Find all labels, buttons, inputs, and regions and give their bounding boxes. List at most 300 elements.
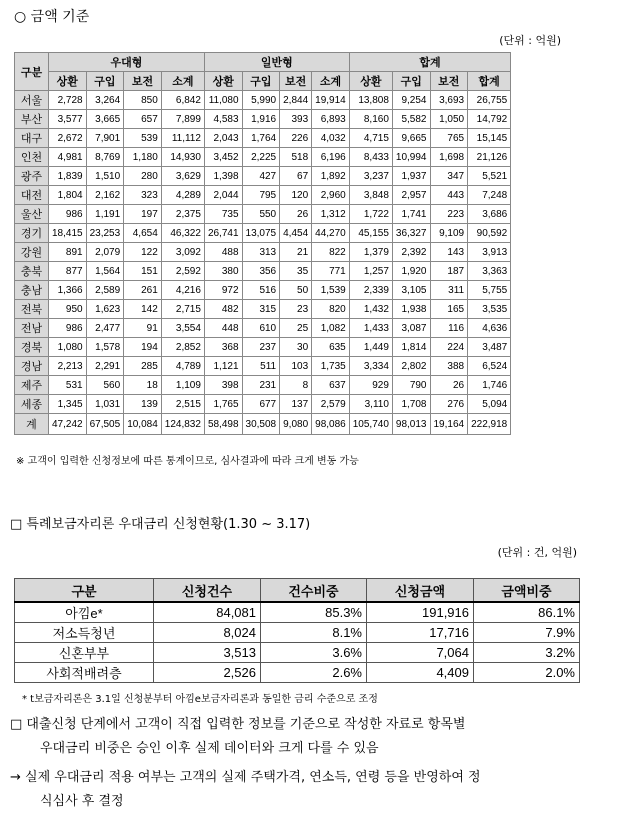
value-cell: 1,080: [49, 338, 87, 357]
value-cell: 2,844: [280, 91, 312, 110]
value-cell: 19,914: [312, 91, 350, 110]
value-cell: 550: [242, 205, 280, 224]
region-cell: 계: [15, 414, 49, 435]
col-header: 신청건수: [154, 579, 261, 603]
value-cell: 5,094: [468, 395, 511, 414]
region-cell: 인천: [15, 148, 49, 167]
value-cell: 2.0%: [474, 663, 580, 683]
value-cell: 2,526: [154, 663, 261, 683]
decision-paragraph: [10, 766, 635, 814]
decision-line: 식심사 후 결정: [40, 794, 124, 809]
region-cell: 대구: [15, 129, 49, 148]
value-cell: 1,366: [49, 281, 87, 300]
value-cell: 820: [312, 300, 350, 319]
table-row: [15, 300, 511, 319]
value-cell: 11,080: [204, 91, 242, 110]
subcol-header: 상환: [49, 72, 87, 91]
section2-note: * t보금자리론은 3.1일 신청분부터 아낌e보금자리론과 동일한 금리 수준으로 조정: [22, 694, 378, 705]
value-cell: 1,722: [349, 205, 392, 224]
value-cell: 822: [312, 243, 350, 262]
value-cell: 222,918: [468, 414, 511, 435]
value-cell: 122: [124, 243, 162, 262]
col-header: 금액비중: [474, 579, 580, 603]
subcol-header: 보전: [124, 72, 162, 91]
table-row: [15, 338, 511, 357]
value-cell: 1,623: [86, 300, 124, 319]
value-cell: 795: [242, 186, 280, 205]
region-cell: 경남: [15, 357, 49, 376]
value-cell: 1,804: [49, 186, 87, 205]
value-cell: 8.1%: [261, 623, 367, 643]
region-cell: 충남: [15, 281, 49, 300]
value-cell: 677: [242, 395, 280, 414]
value-cell: 2,375: [161, 205, 204, 224]
value-cell: 30: [280, 338, 312, 357]
value-cell: 6,524: [468, 357, 511, 376]
table-row: [15, 319, 511, 338]
value-cell: 3,092: [161, 243, 204, 262]
value-cell: 1,764: [242, 129, 280, 148]
value-cell: 6,196: [312, 148, 350, 167]
value-cell: 3,554: [161, 319, 204, 338]
disclaimer-line: 우대금리 비중은 승인 이후 실제 데이터와 크게 다를 수 있음: [40, 741, 379, 756]
value-cell: 3,665: [86, 110, 124, 129]
value-cell: 1,050: [430, 110, 468, 129]
value-cell: 7.9%: [474, 623, 580, 643]
table-row: [15, 129, 511, 148]
value-cell: 1,708: [392, 395, 430, 414]
value-cell: 1,379: [349, 243, 392, 262]
table-row: [15, 148, 511, 167]
value-cell: 877: [49, 262, 87, 281]
value-cell: 8,769: [86, 148, 124, 167]
subcol-header: 구입: [86, 72, 124, 91]
value-cell: 4,981: [49, 148, 87, 167]
value-cell: 3,535: [468, 300, 511, 319]
value-cell: 26,755: [468, 91, 511, 110]
col-header: 건수비중: [261, 579, 367, 603]
value-cell: 1,345: [49, 395, 87, 414]
value-cell: 2,579: [312, 395, 350, 414]
value-cell: 1,937: [392, 167, 430, 186]
value-cell: 368: [204, 338, 242, 357]
value-cell: 276: [430, 395, 468, 414]
value-cell: 224: [430, 338, 468, 357]
value-cell: 2,672: [49, 129, 87, 148]
value-cell: 18: [124, 376, 162, 395]
value-cell: 3,629: [161, 167, 204, 186]
value-cell: 560: [86, 376, 124, 395]
value-cell: 1,510: [86, 167, 124, 186]
value-cell: 18,415: [49, 224, 87, 243]
value-cell: 929: [349, 376, 392, 395]
value-cell: 9,254: [392, 91, 430, 110]
value-cell: 26: [430, 376, 468, 395]
value-cell: 4,636: [468, 319, 511, 338]
subcol-header: 상환: [204, 72, 242, 91]
value-cell: 261: [124, 281, 162, 300]
value-cell: 3,087: [392, 319, 430, 338]
value-cell: 1,109: [161, 376, 204, 395]
disclaimer-line: □ 대출신청 단계에서 고객이 직접 입력한 정보를 기준으로 작성한 자료로 항목별: [10, 717, 466, 732]
value-cell: 1,814: [392, 338, 430, 357]
value-cell: 98,013: [392, 414, 430, 435]
value-cell: 518: [280, 148, 312, 167]
value-cell: 45,155: [349, 224, 392, 243]
value-cell: 4,454: [280, 224, 312, 243]
value-cell: 3,363: [468, 262, 511, 281]
region-cell: 경북: [15, 338, 49, 357]
value-cell: 98,086: [312, 414, 350, 435]
value-cell: 6,893: [312, 110, 350, 129]
col-header: 신청금액: [367, 579, 474, 603]
value-cell: 19,164: [430, 414, 468, 435]
value-cell: 388: [430, 357, 468, 376]
value-cell: 1,312: [312, 205, 350, 224]
value-cell: 2,162: [86, 186, 124, 205]
value-cell: 120: [280, 186, 312, 205]
value-cell: 3,110: [349, 395, 392, 414]
value-cell: 2,592: [161, 262, 204, 281]
value-cell: 1,121: [204, 357, 242, 376]
value-cell: 1,191: [86, 205, 124, 224]
value-cell: 5,521: [468, 167, 511, 186]
value-cell: 1,892: [312, 167, 350, 186]
row-header: 구분: [15, 53, 49, 91]
value-cell: 1,746: [468, 376, 511, 395]
subcol-header: 보전: [430, 72, 468, 91]
section2-title: □ 특례보금자리론 우대금리 신청현황(1.30 ~ 3.17): [10, 517, 311, 532]
value-cell: 986: [49, 205, 87, 224]
value-cell: 67: [280, 167, 312, 186]
value-cell: 25: [280, 319, 312, 338]
section2-unit: (단위 : 건, 억원): [497, 546, 577, 559]
value-cell: 771: [312, 262, 350, 281]
value-cell: 3,693: [430, 91, 468, 110]
region-cell: 전남: [15, 319, 49, 338]
value-cell: 4,032: [312, 129, 350, 148]
table-row: [15, 376, 511, 395]
value-cell: 44,270: [312, 224, 350, 243]
value-cell: 10,994: [392, 148, 430, 167]
value-cell: 137: [280, 395, 312, 414]
value-cell: 226: [280, 129, 312, 148]
value-cell: 3,577: [49, 110, 87, 129]
table-row: [15, 91, 511, 110]
value-cell: 2,960: [312, 186, 350, 205]
value-cell: 280: [124, 167, 162, 186]
region-cell: 충북: [15, 262, 49, 281]
value-cell: 191,916: [367, 602, 474, 623]
region-cell: 서울: [15, 91, 49, 110]
value-cell: 4,715: [349, 129, 392, 148]
region-cell: 제주: [15, 376, 49, 395]
amount-table: [14, 52, 511, 435]
table-row: [15, 262, 511, 281]
value-cell: 657: [124, 110, 162, 129]
category-cell: 아낌e*: [15, 602, 154, 623]
subcol-header: 구입: [392, 72, 430, 91]
value-cell: 1,735: [312, 357, 350, 376]
value-cell: 85.3%: [261, 602, 367, 623]
value-cell: 4,789: [161, 357, 204, 376]
value-cell: 2,852: [161, 338, 204, 357]
subcol-header: 합계: [468, 72, 511, 91]
value-cell: 237: [242, 338, 280, 357]
value-cell: 635: [312, 338, 350, 357]
value-cell: 3,237: [349, 167, 392, 186]
value-cell: 2,079: [86, 243, 124, 262]
value-cell: 972: [204, 281, 242, 300]
value-cell: 142: [124, 300, 162, 319]
section1-note: ※ 고객이 입력한 신청정보에 따른 통계이므로, 심사결과에 따라 크게 변동 가능: [16, 456, 359, 467]
table-row: [15, 167, 511, 186]
value-cell: 398: [204, 376, 242, 395]
decision-line: → 실제 우대금리 적용 여부는 고객의 실제 주택가격, 연소득, 연령 등을 반영하여 정: [10, 770, 481, 785]
value-cell: 1,432: [349, 300, 392, 319]
value-cell: 393: [280, 110, 312, 129]
table-row: [15, 643, 580, 663]
value-cell: 516: [242, 281, 280, 300]
region-cell: 경기: [15, 224, 49, 243]
value-cell: 1,082: [312, 319, 350, 338]
value-cell: 91: [124, 319, 162, 338]
table-row: [15, 357, 511, 376]
region-cell: 광주: [15, 167, 49, 186]
value-cell: 610: [242, 319, 280, 338]
value-cell: 8: [280, 376, 312, 395]
value-cell: 223: [430, 205, 468, 224]
value-cell: 1,398: [204, 167, 242, 186]
value-cell: 90,592: [468, 224, 511, 243]
value-cell: 9,109: [430, 224, 468, 243]
value-cell: 4,289: [161, 186, 204, 205]
value-cell: 2,044: [204, 186, 242, 205]
value-cell: 950: [49, 300, 87, 319]
table-row: [15, 110, 511, 129]
value-cell: 194: [124, 338, 162, 357]
value-cell: 2,225: [242, 148, 280, 167]
value-cell: 2,715: [161, 300, 204, 319]
value-cell: 3,452: [204, 148, 242, 167]
value-cell: 3,264: [86, 91, 124, 110]
subcol-header: 소계: [161, 72, 204, 91]
value-cell: 790: [392, 376, 430, 395]
value-cell: 35: [280, 262, 312, 281]
table-row: [15, 224, 511, 243]
table-row: [15, 205, 511, 224]
category-cell: 사회적배려층: [15, 663, 154, 683]
value-cell: 315: [242, 300, 280, 319]
value-cell: 14,930: [161, 148, 204, 167]
region-cell: 부산: [15, 110, 49, 129]
col-header: 구분: [15, 579, 154, 603]
disclaimer-paragraph: [10, 713, 635, 761]
subcol-header: 상환: [349, 72, 392, 91]
value-cell: 5,755: [468, 281, 511, 300]
value-cell: 3,913: [468, 243, 511, 262]
value-cell: 7,899: [161, 110, 204, 129]
value-cell: 151: [124, 262, 162, 281]
value-cell: 9,080: [280, 414, 312, 435]
value-cell: 637: [312, 376, 350, 395]
value-cell: 11,112: [161, 129, 204, 148]
region-cell: 강원: [15, 243, 49, 262]
value-cell: 36,327: [392, 224, 430, 243]
value-cell: 7,064: [367, 643, 474, 663]
value-cell: 50: [280, 281, 312, 300]
value-cell: 2,957: [392, 186, 430, 205]
value-cell: 4,583: [204, 110, 242, 129]
value-cell: 67,505: [86, 414, 124, 435]
value-cell: 46,322: [161, 224, 204, 243]
value-cell: 21,126: [468, 148, 511, 167]
table-row: [15, 395, 511, 414]
value-cell: 427: [242, 167, 280, 186]
value-cell: 197: [124, 205, 162, 224]
value-cell: 143: [430, 243, 468, 262]
value-cell: 2,339: [349, 281, 392, 300]
value-cell: 1,433: [349, 319, 392, 338]
value-cell: 1,539: [312, 281, 350, 300]
value-cell: 3,686: [468, 205, 511, 224]
subcol-header: 소계: [312, 72, 350, 91]
value-cell: 7,901: [86, 129, 124, 148]
value-cell: 58,498: [204, 414, 242, 435]
value-cell: 1,938: [392, 300, 430, 319]
value-cell: 1,765: [204, 395, 242, 414]
value-cell: 2,043: [204, 129, 242, 148]
value-cell: 13,808: [349, 91, 392, 110]
value-cell: 13,075: [242, 224, 280, 243]
value-cell: 4,654: [124, 224, 162, 243]
value-cell: 488: [204, 243, 242, 262]
value-cell: 1,564: [86, 262, 124, 281]
value-cell: 2,477: [86, 319, 124, 338]
value-cell: 347: [430, 167, 468, 186]
value-cell: 47,242: [49, 414, 87, 435]
value-cell: 4,216: [161, 281, 204, 300]
value-cell: 2.6%: [261, 663, 367, 683]
value-cell: 3,848: [349, 186, 392, 205]
value-cell: 380: [204, 262, 242, 281]
value-cell: 10,084: [124, 414, 162, 435]
value-cell: 765: [430, 129, 468, 148]
table-row: [15, 414, 511, 435]
group-header: 우대형: [49, 53, 205, 72]
value-cell: 2,589: [86, 281, 124, 300]
value-cell: 448: [204, 319, 242, 338]
value-cell: 124,832: [161, 414, 204, 435]
value-cell: 105,740: [349, 414, 392, 435]
value-cell: 4,409: [367, 663, 474, 683]
value-cell: 482: [204, 300, 242, 319]
value-cell: 850: [124, 91, 162, 110]
region-cell: 대전: [15, 186, 49, 205]
value-cell: 891: [49, 243, 87, 262]
value-cell: 1,916: [242, 110, 280, 129]
value-cell: 3,334: [349, 357, 392, 376]
value-cell: 8,160: [349, 110, 392, 129]
value-cell: 17,716: [367, 623, 474, 643]
section1-title: ○ 금액 기준: [14, 9, 90, 25]
value-cell: 1,839: [49, 167, 87, 186]
value-cell: 139: [124, 395, 162, 414]
value-cell: 1,449: [349, 338, 392, 357]
value-cell: 7,248: [468, 186, 511, 205]
value-cell: 3.6%: [261, 643, 367, 663]
value-cell: 86.1%: [474, 602, 580, 623]
value-cell: 165: [430, 300, 468, 319]
value-cell: 116: [430, 319, 468, 338]
value-cell: 8,433: [349, 148, 392, 167]
value-cell: 1,257: [349, 262, 392, 281]
section1-unit: (단위 : 억원): [499, 34, 561, 47]
value-cell: 531: [49, 376, 87, 395]
value-cell: 356: [242, 262, 280, 281]
value-cell: 23,253: [86, 224, 124, 243]
value-cell: 285: [124, 357, 162, 376]
value-cell: 231: [242, 376, 280, 395]
value-cell: 1,180: [124, 148, 162, 167]
value-cell: 735: [204, 205, 242, 224]
value-cell: 1,698: [430, 148, 468, 167]
table-row: [15, 663, 580, 683]
value-cell: 103: [280, 357, 312, 376]
category-cell: 신혼부부: [15, 643, 154, 663]
value-cell: 2,291: [86, 357, 124, 376]
preferential-rate-table: [14, 578, 580, 683]
value-cell: 84,081: [154, 602, 261, 623]
value-cell: 23: [280, 300, 312, 319]
value-cell: 6,842: [161, 91, 204, 110]
region-cell: 세종: [15, 395, 49, 414]
value-cell: 15,145: [468, 129, 511, 148]
value-cell: 313: [242, 243, 280, 262]
value-cell: 30,508: [242, 414, 280, 435]
value-cell: 323: [124, 186, 162, 205]
group-header: 일반형: [204, 53, 349, 72]
table-row: [15, 281, 511, 300]
value-cell: 1,920: [392, 262, 430, 281]
value-cell: 3,105: [392, 281, 430, 300]
value-cell: 2,728: [49, 91, 87, 110]
value-cell: 26: [280, 205, 312, 224]
value-cell: 311: [430, 281, 468, 300]
value-cell: 9,665: [392, 129, 430, 148]
subcol-header: 구입: [242, 72, 280, 91]
value-cell: 3,513: [154, 643, 261, 663]
value-cell: 187: [430, 262, 468, 281]
value-cell: 2,802: [392, 357, 430, 376]
value-cell: 2,515: [161, 395, 204, 414]
value-cell: 14,792: [468, 110, 511, 129]
value-cell: 986: [49, 319, 87, 338]
value-cell: 511: [242, 357, 280, 376]
subcol-header: 보전: [280, 72, 312, 91]
value-cell: 2,213: [49, 357, 87, 376]
value-cell: 5,990: [242, 91, 280, 110]
table-row: [15, 602, 580, 623]
value-cell: 539: [124, 129, 162, 148]
value-cell: 1,031: [86, 395, 124, 414]
region-cell: 전북: [15, 300, 49, 319]
value-cell: 1,578: [86, 338, 124, 357]
value-cell: 3,487: [468, 338, 511, 357]
value-cell: 5,582: [392, 110, 430, 129]
value-cell: 1,741: [392, 205, 430, 224]
value-cell: 8,024: [154, 623, 261, 643]
